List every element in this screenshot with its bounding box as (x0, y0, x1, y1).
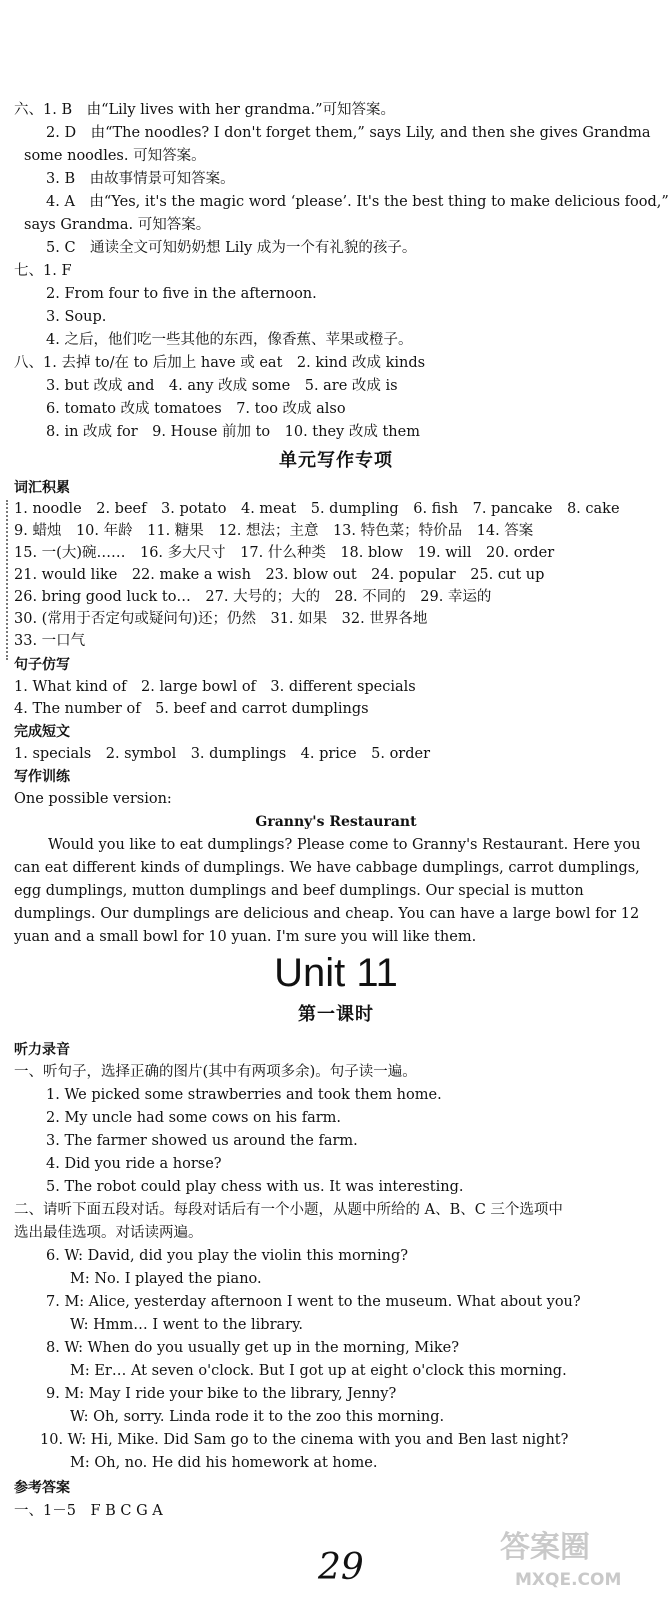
answers-heading: 参考答案 (14, 1480, 70, 1496)
dialogue-6-line-1: 6. W: David, did you play the violin this morning? (46, 1248, 408, 1264)
dialogue-9-line-1: 9. M: May I ride your bike to the library, Jenny? (46, 1386, 397, 1402)
binding-margin-dots (6, 500, 8, 660)
vocab-heading: 词汇积累 (14, 480, 70, 496)
unit-title: Unit 11 (274, 951, 398, 995)
answer-6-4: 4. A 由“Yes, it's the magic word ‘please’. It's the best thing to make delicious food,” (46, 194, 669, 210)
answer-8-line-4: 8. in 改成 for 9. House 前加 to 10. they 改成 them (46, 424, 420, 440)
dialogue-10-line-1: 10. W: Hi, Mike. Did Sam go to the cinema with you and Ben last night? (40, 1432, 569, 1448)
page-number: 29 (318, 1547, 364, 1588)
answer-8-line-3: 6. tomato 改成 tomatoes 7. too 改成 also (46, 401, 346, 417)
sentence-3: 3. The farmer showed us around the farm. (46, 1133, 358, 1149)
part-2-instruction: 二、请听下面五段对话。每段对话后有一个小题，从题中所给的 A、B、C 三个选项中 (14, 1202, 563, 1218)
dialogue-7-line-2: W: Hmm… I went to the library. (70, 1317, 303, 1333)
writing-section-title: 单元写作专项 (279, 450, 393, 471)
possible-version-label: One possible version: (14, 791, 172, 807)
vocab-line-3: 15. 一(大)碗…… 16. 多大尺寸 17. 什么种类 18. blow 19. will 20. order (14, 545, 555, 561)
dialogue-8-line-2: M: Er… At seven o'clock. But I got up at eight o'clock this morning. (70, 1363, 567, 1379)
answer-6-1: 六、1. B 由“Lily lives with her grandma.”可知答案。 (14, 102, 395, 118)
answer-6-2-cont: some noodles. 可知答案。 (24, 148, 206, 164)
answer-6-2: 2. D 由“The noodles? I don't forget them,” says Lily, and then she gives Grandma (46, 125, 651, 141)
part-2-instruction-cont: 选出最佳选项。对话读两遍。 (14, 1225, 203, 1241)
imitation-line-2: 4. The number of 5. beef and carrot dumplings (14, 701, 369, 717)
vocab-line-7: 33. 一口气 (14, 633, 86, 649)
answer-7-4: 4. 之后，他们吃一些其他的东西，像香蕉、苹果或橙子。 (46, 332, 413, 348)
answer-7-1: 七、1. F (14, 263, 72, 279)
listening-heading: 听力录音 (14, 1042, 70, 1058)
sentence-1: 1. We picked some strawberries and took them home. (46, 1087, 442, 1103)
dialogue-10-line-2: M: Oh, no. He did his homework at home. (70, 1455, 378, 1471)
cloze-answers: 1. specials 2. symbol 3. dumplings 4. price 5. order (14, 746, 431, 762)
dialogue-6-line-2: M: No. I played the piano. (70, 1271, 262, 1287)
essay-line-4: dumplings. Our dumplings are delicious and cheap. You can have a large bowl for 12 (14, 906, 640, 922)
vocab-line-1: 1. noodle 2. beef 3. potato 4. meat 5. dumpling 6. fish 7. pancake 8. cake (14, 501, 620, 517)
answer-6-4-cont: says Grandma. 可知答案。 (24, 217, 211, 233)
dialogue-7-line-1: 7. M: Alice, yesterday afternoon I went to the museum. What about you? (46, 1294, 581, 1310)
answer-6-3: 3. B 由故事情景可知答案。 (46, 171, 235, 187)
answer-7-3: 3. Soup. (46, 309, 107, 325)
sentence-4: 4. Did you ride a horse? (46, 1156, 222, 1172)
imitation-line-1: 1. What kind of 2. large bowl of 3. different specials (14, 679, 416, 695)
vocab-line-5: 26. bring good luck to… 27. 大号的；大的 28. 不同的 29. 幸运的 (14, 589, 492, 605)
writing-practice-heading: 写作训练 (14, 769, 70, 785)
answer-8-line-2: 3. but 改成 and 4. any 改成 some 5. are 改成 is (46, 378, 398, 394)
cloze-heading: 完成短文 (14, 724, 70, 740)
dialogue-9-line-2: W: Oh, sorry. Linda rode it to the zoo this morning. (70, 1409, 445, 1425)
watermark-logo: 答案圈 (500, 1530, 590, 1565)
sentence-2: 2. My uncle had some cows on his farm. (46, 1110, 342, 1126)
answer-6-5: 5. C 通读全文可知奶奶想 Lily 成为一个有礼貌的孩子。 (46, 240, 417, 256)
answers-line-1: 一、1－5 F B C G A (14, 1503, 163, 1519)
essay-title: Granny's Restaurant (255, 814, 417, 830)
imitation-heading: 句子仿写 (14, 657, 70, 673)
answer-7-2: 2. From four to five in the afternoon. (46, 286, 317, 302)
essay-line-1: Would you like to eat dumplings? Please come to Granny's Restaurant. Here you (48, 837, 641, 853)
sentence-5: 5. The robot could play chess with us. It was interesting. (46, 1179, 464, 1195)
vocab-line-6: 30. (常用于否定句或疑问句)还；仍然 31. 如果 32. 世界各地 (14, 611, 428, 627)
dialogue-8-line-1: 8. W: When do you usually get up in the morning, Mike? (46, 1340, 460, 1356)
essay-line-2: can eat different kinds of dumplings. We have cabbage dumplings, carrot dumplings, (14, 860, 640, 876)
vocab-line-4: 21. would like 22. make a wish 23. blow out 24. popular 25. cut up (14, 567, 545, 583)
part-1-instruction: 一、听句子，选择正确的图片(其中有两项多余)。句子读一遍。 (14, 1064, 417, 1080)
answer-8-line-1: 八、1. 去掉 to/在 to 后加上 have 或 eat 2. kind 改成 kinds (14, 355, 426, 371)
watermark-url: MXQE.COM (515, 1570, 622, 1590)
essay-line-5: yuan and a small bowl for 10 yuan. I'm sure you will like them. (14, 929, 477, 945)
lesson-title: 第一课时 (298, 1004, 374, 1025)
vocab-line-2: 9. 蜡烛 10. 年龄 11. 糖果 12. 想法；主意 13. 特色菜；特价品 14. 答案 (14, 523, 534, 539)
essay-line-3: egg dumplings, mutton dumplings and beef dumplings. Our special is mutton (14, 883, 584, 899)
